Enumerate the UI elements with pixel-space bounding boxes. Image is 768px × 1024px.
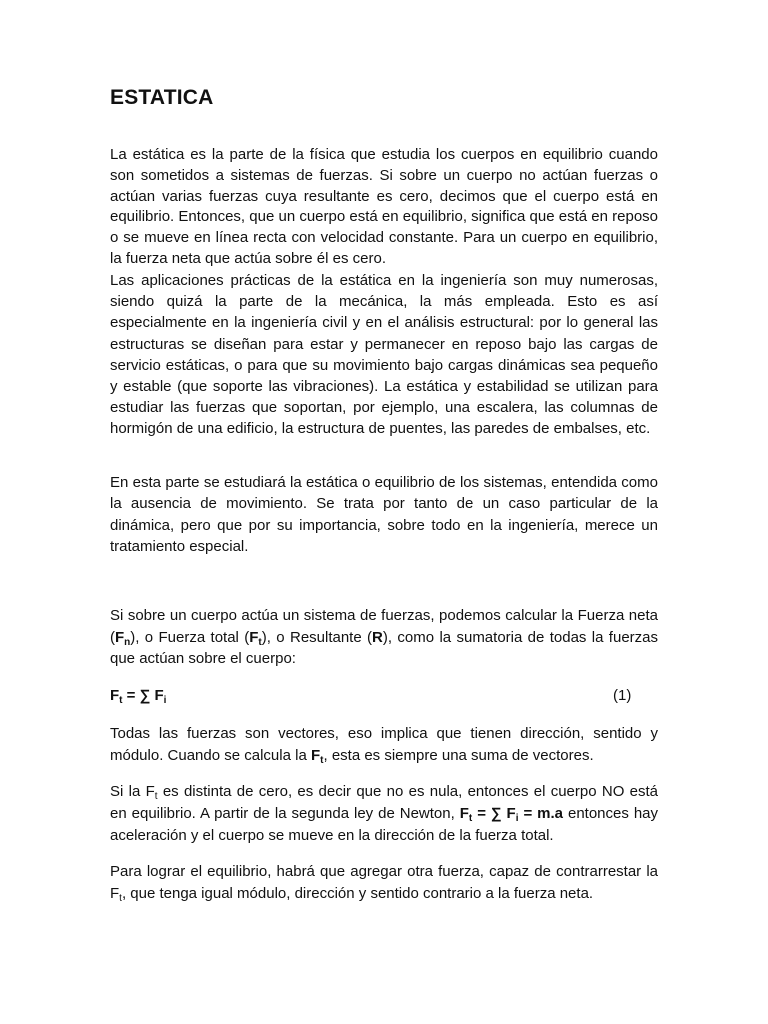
- text-run: ), como la sumatoria de todas la fuerzas que actúan sobre el cuerpo:: [110, 628, 658, 668]
- symbol-net-force: $F_n$: [115, 628, 131, 648]
- symbol-total-force: $F_t$: [249, 628, 262, 648]
- text-run: ), o Resultante (: [261, 628, 373, 646]
- paragraph-applications: Las aplicaciones prácticas de la estática en la ingeniería son muy numerosas, siendo quizá la parte de la mecánica, la más empleada. Esto es así especialmente en la ingeniería civil y en el análisis estructural: por lo general las estructuras se diseñan para estar y permanecer en reposo bajo las cargas de servicio estáticas, o para que su movimiento bajo cargas dinámicas sea pequeño y estable (que soporte las vibraciones). La estática y estabilidad se utilizan para estudiar las fuerzas que soportan, por ejemplo, una escalera, las columnas de hormigón de una edificio, la estructura de puentes, las paredes de embalses, etc.: [110, 272, 658, 438]
- paragraph-scope: En esta parte se estudiará la estática o equilibrio de los sistemas, entendida como la ausencia de movimiento. Se trata por tanto de un caso particular de la dinámica, pero que por su importancia, sobre todo en la ingeniería, merece un tratamiento especial.: [110, 474, 658, 555]
- subscript: t: [119, 893, 122, 904]
- newton-law-formula: $F_t$ = ∑ $F_i = m.a$: [459, 805, 564, 824]
- paragraph-newton: [110, 781, 658, 847]
- page-title: ESTATICA: [110, 86, 214, 109]
- text-run: , esta es siempre una suma de vectores.: [323, 746, 594, 764]
- text-run: Para lograr el equilibrio, habrá que agregar otra fuerza, capaz de contrarrestar la F: [110, 863, 658, 902]
- paragraph-equilibrium: [110, 861, 658, 905]
- symbol-resultant: R: [372, 628, 383, 646]
- text-run: Si la F: [110, 783, 155, 800]
- paragraph-vectors: [110, 723, 658, 766]
- text-run: , que tenga igual módulo, dirección y sentido contrario a la fuerza neta.: [121, 885, 594, 902]
- equation-1: [110, 686, 658, 706]
- equation-number: (1): [613, 687, 632, 704]
- text-run: es distinta de cero, es decir que no es nula, entonces el cuerpo NO está en equilibrio. A partir de la segunda ley de Newton,: [110, 783, 658, 822]
- text-run: Si sobre un cuerpo actúa un sistema de fuerzas, podemos calcular la Fuerza neta (: [110, 607, 658, 646]
- paragraph-definition: La estática es la parte de la física que estudia los cuerpos en equilibrio cuando son sometidos a sistemas de fuerzas. Si sobre un cuerpo no actúan fuerzas o actúan varias fuerzas cuya resultante es cero, decimos que el cuerpo está en equilibrio. Entonces, que un cuerpo está en equilibrio, significa que está en reposo o se mueve en línea recta con velocidad constante. Para un cuerpo en equilibrio, la fuerza neta que actúa sobre él es cero.: [110, 146, 658, 267]
- text-run: Todas las fuerzas son vectores, eso implica que tienen dirección, sentido y módulo. Cuando se calcula la: [110, 725, 658, 764]
- text-run: entonces hay aceleración y el cuerpo se mueve en la dirección de la fuerza total.: [110, 805, 658, 844]
- text-run: ), o Fuerza total (: [130, 628, 250, 646]
- paragraph-net-force: [110, 605, 658, 670]
- subscript: t: [154, 791, 158, 802]
- equation-expression: $F_t$ = ∑ $F_i$: [110, 687, 167, 706]
- symbol-total-force: $F_t$: [310, 746, 324, 766]
